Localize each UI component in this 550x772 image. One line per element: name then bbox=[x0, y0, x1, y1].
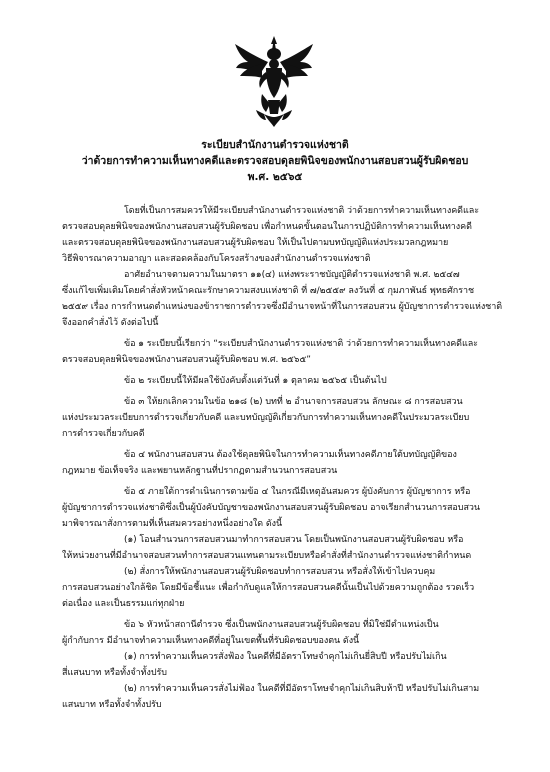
authority-line: อาศัยอำนาจตามความในมาตรา ๑๑(๔) แห่งพระราชบัญญัติตำรวจแห่งชาติ พ.ศ. ๒๕๔๗ bbox=[124, 270, 460, 280]
clause-6-line: ผู้กำกับการ มีอำนาจทำความเห็นทางคดีที่อยู่ในเขตพื้นที่รับผิดชอบของตน ดังนี้ bbox=[62, 636, 360, 646]
clause-5-item-2-line: ต่อเนื่อง และเป็นธรรมแก่ทุกฝ่าย bbox=[62, 599, 185, 609]
clause-6-item-2-line: แสนบาท หรือทั้งจำทั้งปรับ bbox=[62, 700, 162, 710]
clause-4-line: ข้อ ๔ พนักงานสอบสวน ต้องใช้ดุลยพินิจในการทำความเห็นทางคดีภายใต้บทบัญญัติของ bbox=[124, 450, 457, 460]
clause-2-line: ข้อ ๒ ระเบียบนี้ให้มีผลใช้บังคับตั้งแต่วันที่ ๑ ตุลาคม ๒๕๖๕ เป็นต้นไป bbox=[124, 376, 387, 386]
clause-4-line: กฎหมาย ข้อเท็จจริง และพยานหลักฐานที่ปรากฏตามสำนวนการสอบสวน bbox=[62, 466, 338, 476]
clause-5-item-2-line: การสอบสวนอย่างใกล้ชิด โดยมีข้อชี้แนะ เพื่อกำกับดูแลให้การสอบสวนคดีนั้นเป็นไปด้วยความถูกต้อง รวดเร็ว bbox=[62, 583, 475, 593]
preamble-line: ตรวจสอบดุลยพินิจของพนักงานสอบสวนผู้รับผิดชอบ เพื่อกำหนดขั้นตอนในการปฏิบัติการทำความเห็นทางคดี bbox=[62, 222, 472, 232]
clause-5-item-1-line: (๑) โอนสำนวนการสอบสวนมาทำการสอบสวน โดยเป็นพนักงานสอบสวนผู้รับผิดชอบ หรือ bbox=[124, 535, 464, 545]
clause-6-item-1-line: สี่แสนบาท หรือทั้งจำทั้งปรับ bbox=[62, 668, 167, 678]
document-subtitle: ว่าด้วยการทำความเห็นทางคดีและตรวจสอบดุลยพินิจของพนักงานสอบสวนผู้รับผิดชอบ bbox=[81, 155, 469, 167]
preamble-line: และตรวจสอบดุลยพินิจของพนักงานสอบสวนผู้รับผิดชอบ ให้เป็นไปตามบทบัญญัติแห่งประมวลกฎหมาย bbox=[62, 238, 449, 248]
document-title: ระเบียบสำนักงานตำรวจแห่งชาติ bbox=[201, 139, 349, 151]
clause-5-line: มาพิจารณาสั่งการตามที่เห็นสมควรอย่างหนึ่งอย่างใด ดังนี้ bbox=[62, 519, 283, 529]
authority-line: จึงออกคำสั่งไว้ ดังต่อไปนี้ bbox=[62, 318, 159, 328]
preamble-line: วิธีพิจารณาความอาญา และสอดคล้องกับโครงสร้างของสำนักงานตำรวจแห่งชาติ bbox=[62, 254, 371, 264]
garuda-emblem bbox=[232, 34, 316, 128]
clause-6-line: ข้อ ๖ หัวหน้าสถานีตำรวจ ซึ่งเป็นพนักงานสอบสวนผู้รับผิดชอบ ที่มิใช่มีตำแหน่งเป็น bbox=[124, 620, 439, 630]
authority-line: ซึ่งแก้ไขเพิ่มเติมโดยคำสั่งหัวหน้าคณะรักษาความสงบแห่งชาติ ที่ ๗/๒๕๕๙ ลงวันที่ ๕ กุมภาพันธ์ พุทธศักราช bbox=[62, 286, 475, 296]
document-year: พ.ศ. ๒๕๖๕ bbox=[247, 171, 303, 183]
clause-6-item-1-line: (๑) การทำความเห็นควรสั่งฟ้อง ในคดีที่มีอัตราโทษจำคุกไม่เกินยี่สิบปี หรือปรับไม่เกิน bbox=[124, 652, 447, 662]
clause-5-line: ข้อ ๕ ภายใต้การดำเนินการตามข้อ ๔ ในกรณีมีเหตุอันสมควร ผู้บังคับการ ผู้บัญชาการ หรือ bbox=[124, 487, 471, 497]
clause-3-line: ข้อ ๓ ให้ยกเลิกความในข้อ ๒๑๘ (๒) บทที่ ๒ อำนาจการสอบสวน ลักษณะ ๘ การสอบสวน bbox=[124, 397, 463, 407]
authority-line: ๒๕๕๙ เรื่อง การกำหนดตำแหน่งของข้าราชการตำรวจซึ่งมีอำนาจหน้าที่ในการสอบสวน ผู้บัญชาการตำรวจแห่งชาติ bbox=[62, 302, 503, 312]
clause-3-line: การตำรวจเกี่ยวกับคดี bbox=[62, 429, 145, 439]
clause-5-line: ผู้บัญชาการตำรวจแห่งชาติซึ่งเป็นผู้บังคับบัญชาของพนักงานสอบสวนผู้รับผิดชอบ อาจเรียกสำนวนการสอบสวน bbox=[62, 503, 480, 513]
clause-1-line: ข้อ ๑ ระเบียบนี้เรียกว่า “ระเบียบสำนักงานตำรวจแห่งชาติ ว่าด้วยการทำความเห็นทางคดีและ bbox=[124, 339, 478, 349]
clause-1-line: ตรวจสอบดุลยพินิจของพนักงานสอบสวนผู้รับผิดชอบ พ.ศ. ๒๕๖๕” bbox=[62, 355, 311, 365]
clause-5-item-2-line: (๒) สั่งการให้พนักงานสอบสวนผู้รับผิดชอบทำการสอบสวน หรือสั่งให้เข้าไปควบคุม bbox=[124, 567, 436, 577]
preamble-line: โดยที่เป็นการสมควรให้มีระเบียบสำนักงานตำรวจแห่งชาติ ว่าด้วยการทำความเห็นทางคดีและ bbox=[124, 206, 479, 216]
clause-6-item-2-line: (๒) การทำความเห็นควรสั่งไม่ฟ้อง ในคดีที่มีอัตราโทษจำคุกไม่เกินสิบห้าปี หรือปรับไม่เกินสาม bbox=[124, 684, 480, 694]
clause-5-item-1-line: ให้หน่วยงานที่มีอำนาจสอบสวนทำการสอบสวนแทนตามระเบียบหรือคำสั่งที่สำนักงานตำรวจแห่งชาติกำหนด bbox=[62, 551, 472, 561]
clause-3-line: แห่งประมวลระเบียบการตำรวจเกี่ยวกับคดี และบทบัญญัติเกี่ยวกับการทำความเห็นทางคดีในประมวลระเบียบ bbox=[62, 413, 470, 423]
